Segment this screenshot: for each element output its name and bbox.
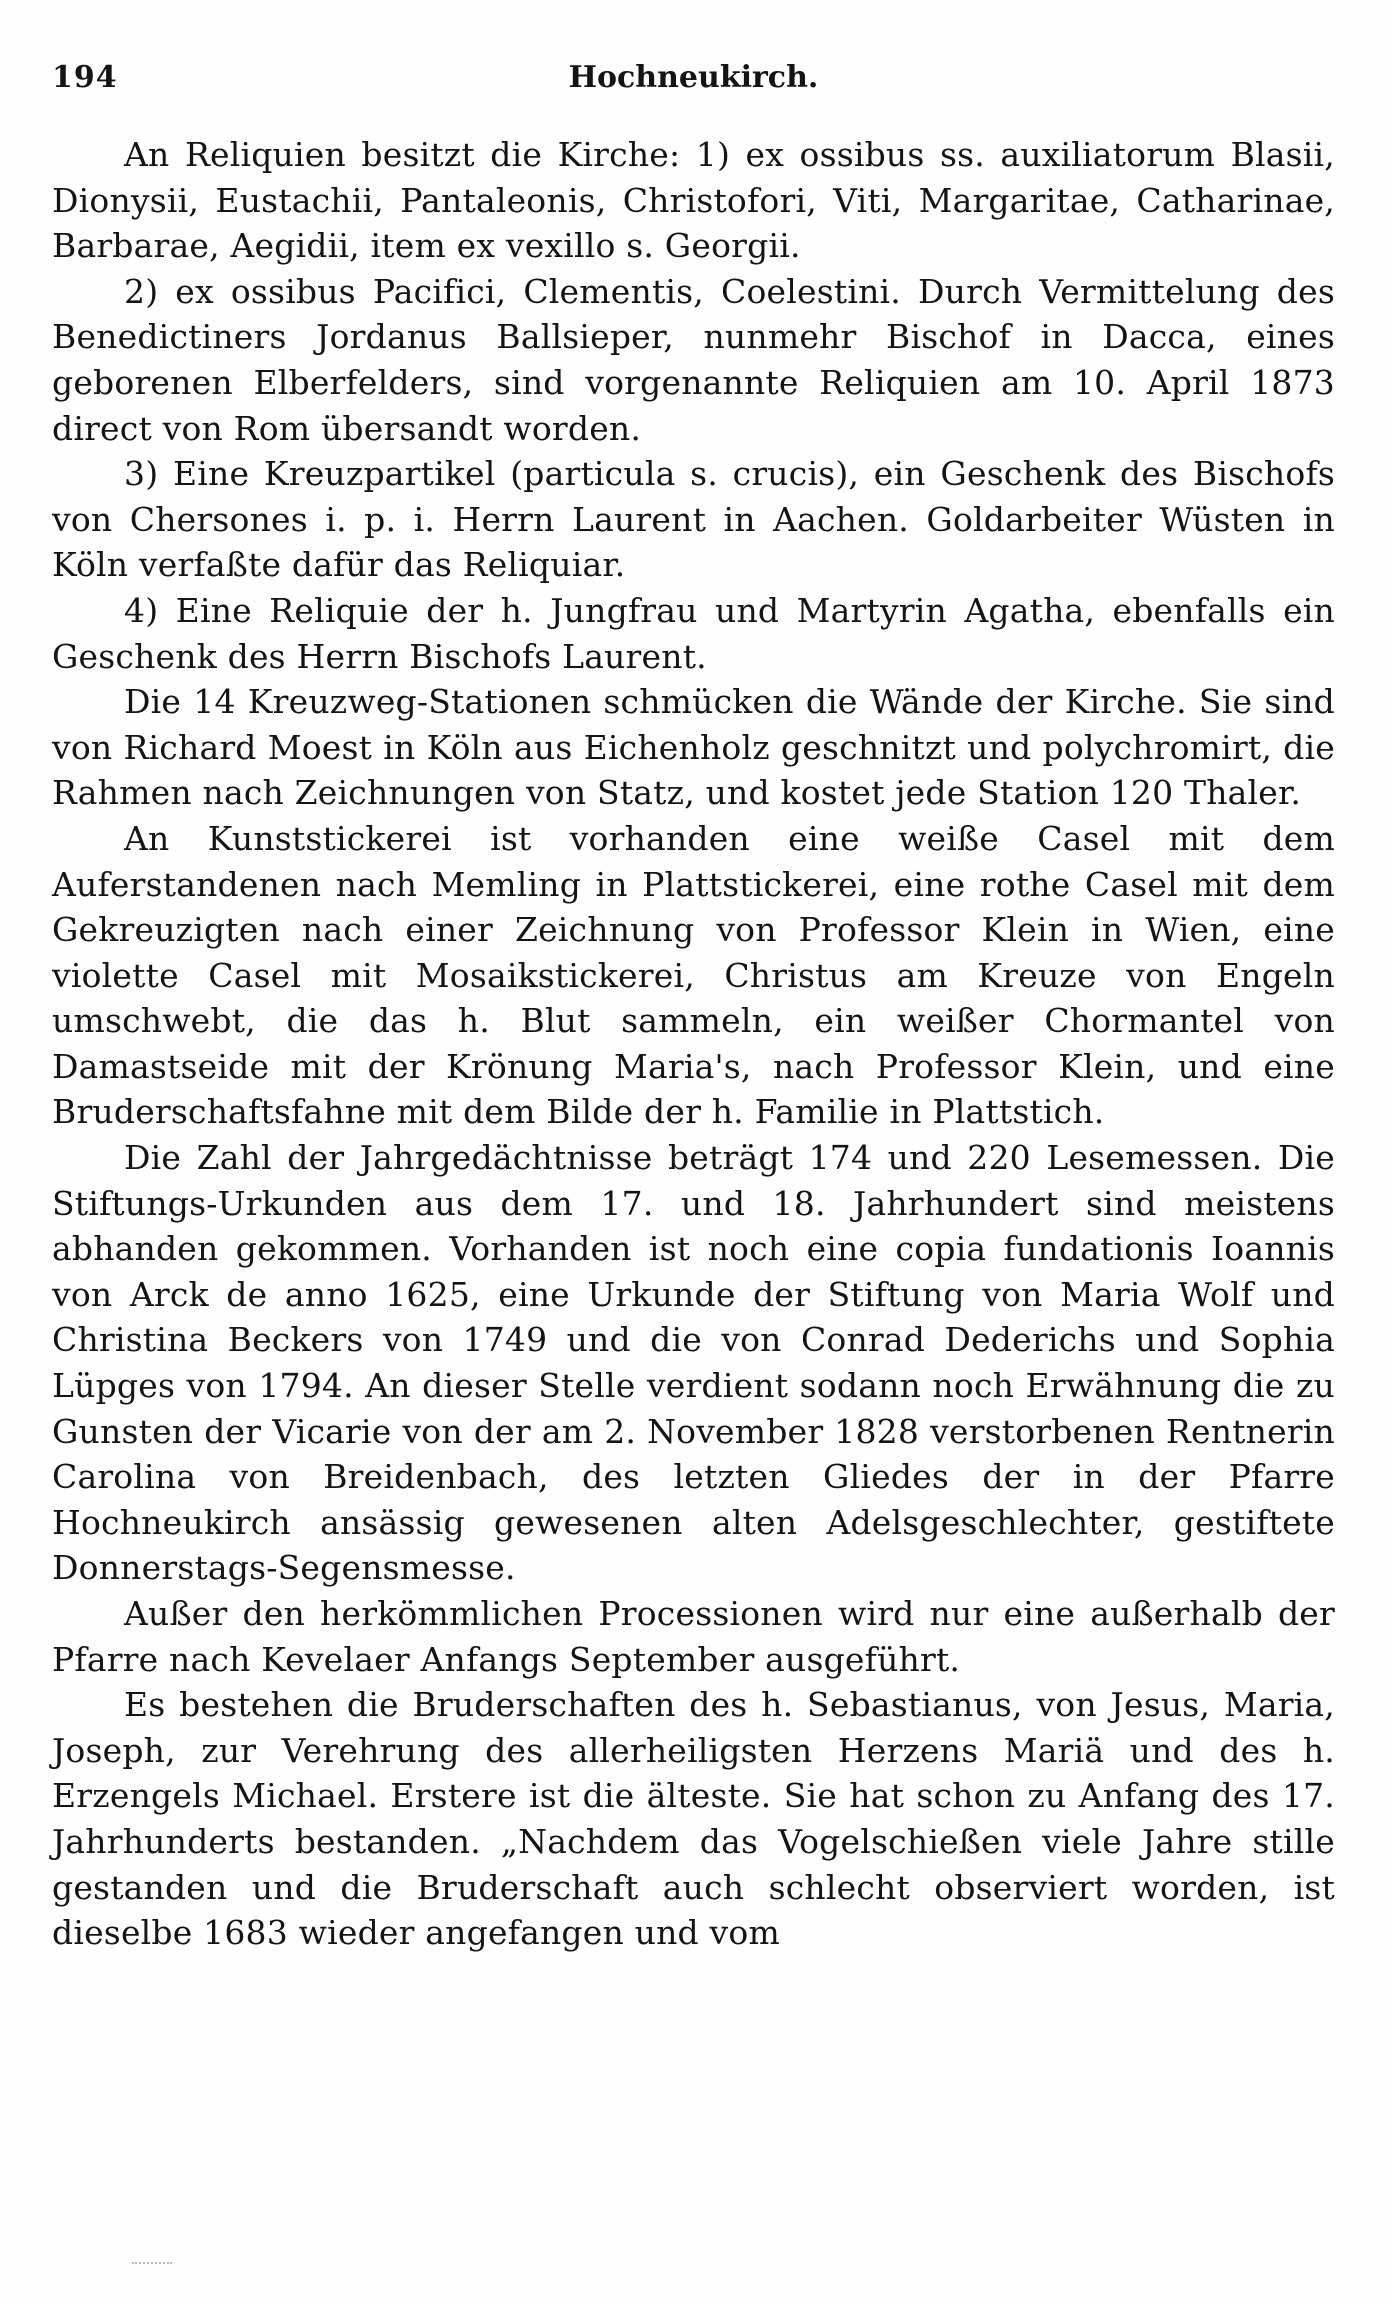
paragraph-relics-3: 3) Eine Kreuzpartikel (particula s. crucis), ein Geschenk des Bischofs von Chersones i. p. i. Herrn Laurent in Aachen. Goldarbeiter Wüsten in Köln verfaßte dafür das Reliquiar. xyxy=(52,454,1335,585)
paragraph-relics: An Reliquien besitzt die Kirche: 1) ex ossibus ss. auxiliatorum Blasii, Dionysii, Eustachii, Pantaleonis, Christofori, Viti, Margaritae, Catharinae, Barbarae, Aegidii, item ex vexillo s. Georgii. xyxy=(52,135,1335,266)
paragraph-embroidery: An Kunststickerei ist vorhanden eine weiße Casel mit dem Auferstandenen nach Memling in Plattstickerei, eine rothe Casel mit dem Gekreuzigten nach einer Zeichnung von Professor Klein in Wien, eine violette Casel mit Mosaikstickerei, Christus am Kreuze von Engeln umschwebt, die das h. Blut sammeln, ein weißer Chormantel von Damastseide mit der Krönung Maria's, nach Professor Klein, und eine Bruderschaftsfahne mit dem Bilde der h. Familie in Plattstich. xyxy=(52,818,1335,1132)
paragraph-relics-4: 4) Eine Reliquie der h. Jungfrau und Martyrin Agatha, ebenfalls ein Geschenk des Herrn Bischofs Laurent. xyxy=(52,590,1335,676)
page-header xyxy=(52,60,1335,108)
paragraph-anniversaries: Die Zahl der Jahrgedächtnisse beträgt 174 und 220 Lesemessen. Die Stiftungs-Urkunden aus dem 17. und 18. Jahrhundert sind meistens abhanden gekommen. Vorhanden ist noch eine copia fundationis Ioannis von Arck de anno 1625, eine Urkunde der Stiftung von Maria Wolf und Christina Beckers von 1749 und die von Conrad Dederichs und Sophia Lüpges von 1794. An dieser Stelle verdient sodann noch Erwähnung die zu Gunsten der Vicarie von der am 2. November 1828 verstorbenen Rentnerin Carolina von Breidenbach, des letzten Gliedes der in der Pfarre Hochneukirch ansässig gewesenen alten Adelsgeschlechter, gestiftete Donnerstags-Segensmesse. xyxy=(52,1138,1335,1588)
page-smudge xyxy=(132,2262,172,2266)
running-title: Hochneukirch. xyxy=(568,60,819,95)
paragraph-relics-2: 2) ex ossibus Pacifici, Clementis, Coelestini. Durch Vermittelung des Benedictiners Jordanus Ballsieper, nunmehr Bischof in Dacca, eines geborenen Elberfelders, sind vorgenannte Reliquien am 10. April 1873 direct von Rom übersandt worden. xyxy=(52,271,1335,448)
paragraph-brotherhoods: Es bestehen die Bruderschaften des h. Sebastianus, von Jesus, Maria, Joseph, zur Verehrung des allerheiligsten Herzens Mariä und des h. Erzengels Michael. Erstere ist die älteste. Sie hat schon zu Anfang des 17. Jahrhunderts bestanden. „Nachdem das Vogelschießen viele Jahre stille gestanden und die Bruderschaft auch schlecht observiert worden, ist dieselbe 1683 wieder angefangen und vom xyxy=(52,1685,1335,1953)
page-number: 194 xyxy=(52,60,118,95)
paragraph-stations: Die 14 Kreuzweg-Stationen schmücken die Wände der Kirche. Sie sind von Richard Moest in Köln aus Eichenholz geschnitzt und polychromirt, die Rahmen nach Zeichnungen von Statz, und kostet jede Station 120 Thaler. xyxy=(52,682,1335,813)
paragraph-processions: Außer den herkömmlichen Processionen wird nur eine außerhalb der Pfarre nach Kevelaer Anfangs September ausgeführt. xyxy=(52,1594,1335,1679)
body-text xyxy=(52,132,1335,1956)
